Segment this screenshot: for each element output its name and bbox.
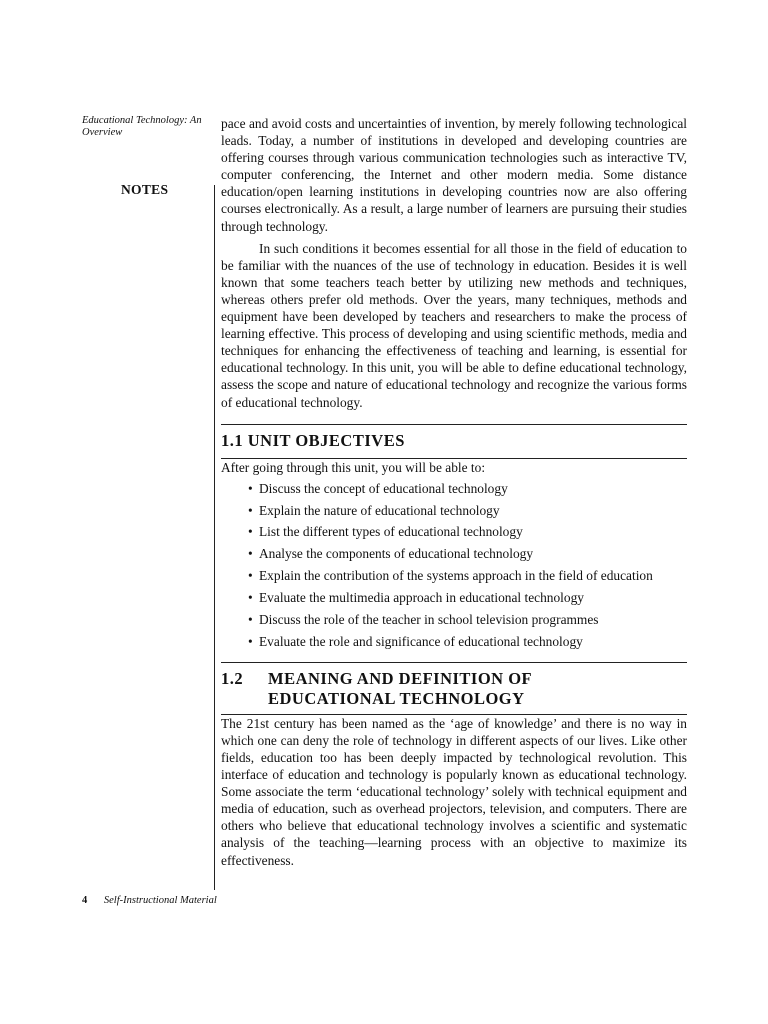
- section-title-line-1: MEANING AND DEFINITION OF: [268, 668, 533, 688]
- section-title: [268, 669, 687, 709]
- bullet-icon: •: [248, 590, 253, 606]
- body-paragraph-1: pace and avoid costs and uncertainties of invention, by merely following technological leads. Today, a number of institutions in developed and developing countries are offering courses through various communication technologies such as interactive TV, computer conferencing, the Internet and other modern media. Some distance education/open learning institutions in developing countries now are also offering courses electronically. As a result, a large number of learners are pursuing their studies through technology.: [221, 116, 687, 234]
- section-number: 1.2: [221, 668, 244, 688]
- objective-text: List the different types of educational technology: [259, 524, 523, 540]
- body-paragraph-3: The 21st century has been named as the ‘age of knowledge’ and there is no way in which one can deny the role of technology in different aspects of our lives. Like other fields, education too has been deeply impacted by technological revolution. This interface of education and technology is popularly known as educational technology. Some associate the term ‘educational technology’ solely with technical equipment and media of education, such as overhead projectors, television, and computers. There are others who believe that educational technology involves a scientific and systematic analysis of the teaching—learning process with an objective to maximize its effectiveness.: [221, 715, 687, 868]
- bullet-icon: •: [248, 502, 253, 518]
- objectives-intro: After going through this unit, you will be able to:: [221, 459, 486, 475]
- list-item: [248, 478, 687, 500]
- bullet-icon: •: [248, 524, 253, 540]
- list-item: [248, 500, 687, 522]
- page-footer: [82, 895, 217, 906]
- section-1-2-heading: [221, 663, 687, 714]
- bullet-icon: •: [248, 546, 253, 562]
- bullet-icon: •: [248, 568, 253, 584]
- list-item: [248, 565, 687, 587]
- main-column: [221, 115, 687, 869]
- objective-text: Explain the nature of educational technology: [259, 502, 500, 518]
- objective-text: Evaluate the multimedia approach in educational technology: [259, 590, 584, 606]
- bullet-icon: •: [248, 480, 253, 496]
- list-item: [248, 543, 687, 565]
- objective-text: Discuss the role of the teacher in school television programmes: [259, 612, 599, 628]
- page-number: 4: [82, 895, 88, 906]
- objective-text: Analyse the components of educational technology: [259, 546, 534, 562]
- list-item: [248, 609, 687, 631]
- running-head: Educational Technology: An Overview: [82, 115, 202, 138]
- list-item: [248, 587, 687, 609]
- notes-label: NOTES: [121, 182, 169, 197]
- bullet-icon: •: [248, 633, 253, 649]
- section-title-line-2: EDUCATIONAL TECHNOLOGY: [268, 688, 525, 708]
- list-item: [248, 631, 687, 653]
- body-paragraph-2: In such conditions it becomes essential for all those in the field of education to be familiar with the nuances of the use of technology in education. Besides it is well known that some teachers teach better by utilizing new methods and techniques, whereas others prefer old methods. Over the years, many techniques, methods and equipment have been developed by teachers and researchers to make the process of learning effective. This process of developing and using scientific methods, media and techniques for enhancing the effectiveness of teaching and learning, is essential for educational technology. In this unit, you will be able to define educational technology, assess the scope and nature of educational technology and recognize the various forms of educational technology.: [221, 240, 687, 410]
- section-1-1: [221, 424, 687, 459]
- section-1-1-heading: 1.1 UNIT OBJECTIVES: [221, 430, 405, 450]
- objective-text: Evaluate the role and significance of educational technology: [259, 633, 583, 649]
- section-1-2: [221, 662, 687, 715]
- footer-label: Self-Instructional Material: [103, 895, 217, 906]
- objectives-list: [221, 478, 687, 653]
- bullet-icon: •: [248, 612, 253, 628]
- objective-text: Explain the contribution of the systems approach in the field of education: [259, 568, 653, 584]
- list-item: [248, 521, 687, 543]
- objective-text: Discuss the concept of educational technology: [259, 480, 508, 496]
- margin-rule: [214, 185, 215, 890]
